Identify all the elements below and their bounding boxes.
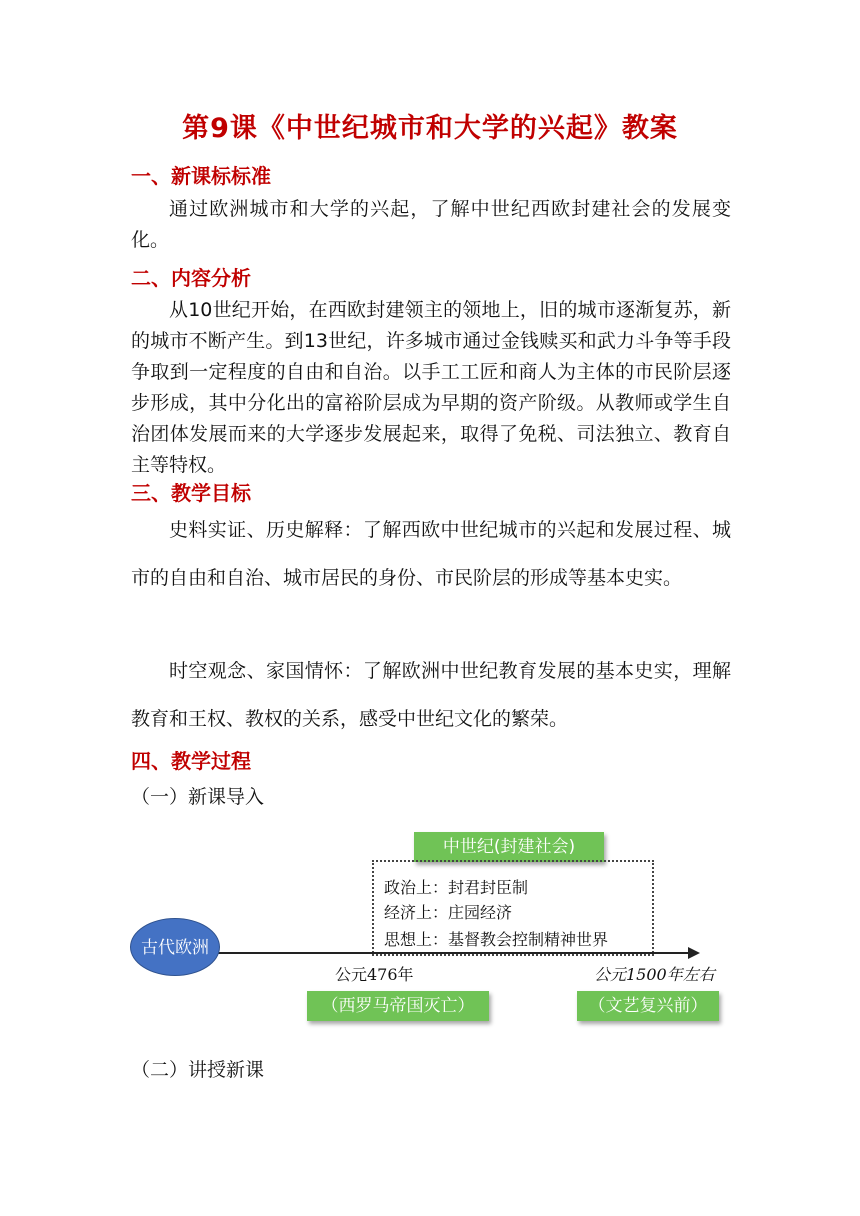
year-1500: 公元1500年左右: [594, 965, 715, 984]
feature-economy: 经济上：庄园经济: [384, 903, 513, 922]
feature-thought: 思想上：基督教会控制精神世界: [384, 930, 609, 949]
medieval-label: 中世纪(封建社会): [414, 832, 604, 862]
subsection-intro: （一）新课导入: [131, 786, 265, 808]
section-heading-analysis: 二、内容分析: [131, 266, 251, 290]
timeline-axis: [218, 952, 692, 954]
objective-paragraph-1: 史料实证、历史解释：了解西欧中世纪城市的兴起和发展过程、城市的自由和自治、城市居民的身份、市民阶层的形成等基本史实。: [131, 519, 731, 589]
event-renaissance: （文艺复兴前）: [577, 991, 719, 1021]
feature-politics: 政治上：封君封臣制: [384, 878, 529, 897]
year-476: 公元476年: [335, 965, 414, 984]
objective-paragraph-2: 时空观念、家国情怀：了解欧洲中世纪教育发展的基本史实，理解教育和王权、教权的关系，感受中世纪文化的繁荣。: [131, 660, 731, 730]
standard-paragraph: 通过欧洲城市和大学的兴起，了解中世纪西欧封建社会的发展变化。: [131, 198, 731, 251]
page-title: 第9课《中世纪城市和大学的兴起》教案: [182, 113, 678, 144]
arrow-head-icon: [688, 947, 700, 959]
event-rome-fall: （西罗马帝国灭亡）: [307, 991, 489, 1021]
section-heading-standard: 一、新课标标准: [131, 164, 271, 188]
subsection-lecture: （二）讲授新课: [131, 1059, 265, 1081]
analysis-paragraph: 从10世纪开始，在西欧封建领主的领地上，旧的城市逐渐复苏，新的城市不断产生。到13世纪，许多城市通过金钱赎买和武力斗争等手段争取到一定程度的自由和自治。以手工工匠和商人为主体的市民阶层逐步形成，其中分化出的富裕阶层成为早期的资产阶级。从教师或学生自治团体发展而来的大学逐步发展起来，取得了免税、司法独立、教育自主等特权。: [131, 299, 731, 476]
ancient-europe-node: 古代欧洲: [130, 918, 220, 976]
section-heading-process: 四、教学过程: [131, 749, 251, 773]
section-heading-objectives: 三、教学目标: [131, 481, 251, 505]
